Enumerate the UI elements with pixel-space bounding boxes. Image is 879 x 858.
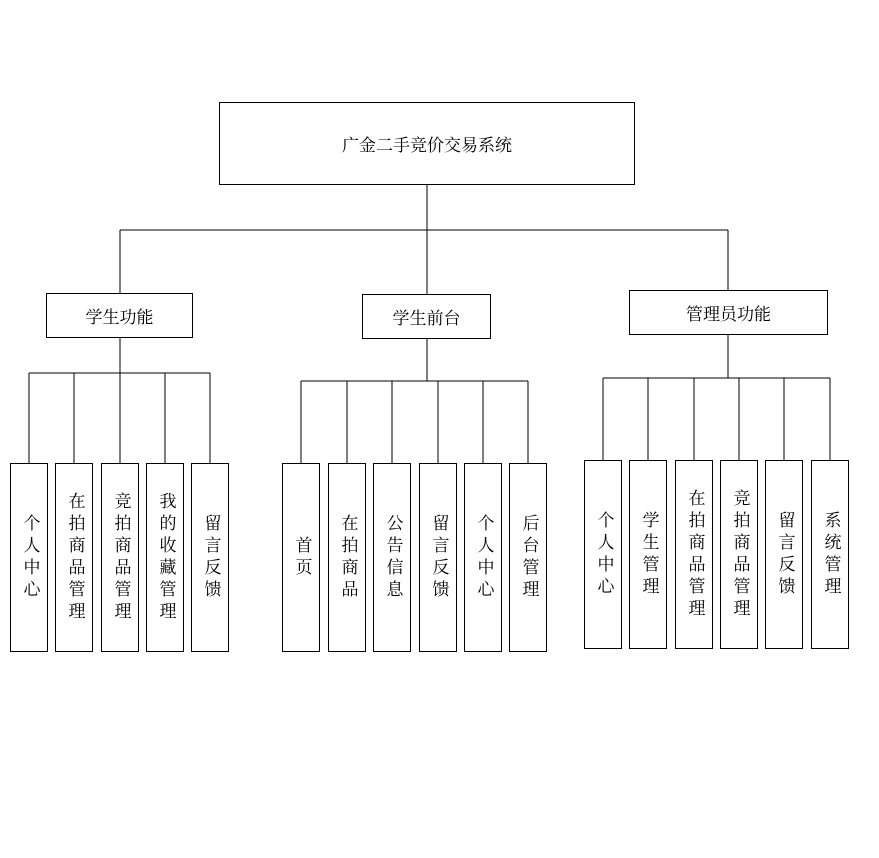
leaf-label: 竞拍商品管理 bbox=[729, 488, 750, 621]
group-node-admin-functions bbox=[629, 290, 828, 335]
leaf-node bbox=[675, 460, 713, 649]
leaf-node bbox=[191, 463, 229, 652]
leaf-label: 留言反馈 bbox=[200, 513, 221, 602]
leaf-node bbox=[10, 463, 48, 652]
leaf-label: 公告信息 bbox=[382, 513, 403, 602]
leaf-node bbox=[584, 460, 622, 649]
leaf-label: 我的收藏管理 bbox=[155, 491, 176, 624]
leaf-label: 在拍商品 bbox=[337, 513, 358, 602]
leaf-label: 系统管理 bbox=[820, 510, 841, 599]
leaf-node bbox=[101, 463, 139, 652]
leaf-label: 留言反馈 bbox=[428, 513, 449, 602]
root-node bbox=[219, 102, 635, 185]
leaf-label: 后台管理 bbox=[518, 513, 539, 602]
leaf-label: 留言反馈 bbox=[774, 510, 795, 599]
leaf-node bbox=[146, 463, 184, 652]
leaf-label: 个人中心 bbox=[19, 513, 40, 602]
leaf-label: 竞拍商品管理 bbox=[110, 491, 131, 624]
leaf-node bbox=[55, 463, 93, 652]
leaf-node bbox=[811, 460, 849, 649]
group-label: 管理员功能 bbox=[686, 305, 771, 325]
leaf-node bbox=[765, 460, 803, 649]
leaf-node bbox=[419, 463, 457, 652]
group-node-student-frontend bbox=[362, 294, 491, 339]
leaf-label: 个人中心 bbox=[473, 513, 494, 602]
group-node-student-functions bbox=[46, 293, 193, 338]
leaf-node bbox=[328, 463, 366, 652]
leaf-label: 在拍商品管理 bbox=[684, 488, 705, 621]
leaf-node bbox=[282, 463, 320, 652]
root-title: 广金二手竞价交易系统 bbox=[342, 136, 512, 156]
leaf-label: 在拍商品管理 bbox=[64, 491, 85, 624]
group-label: 学生前台 bbox=[392, 309, 461, 329]
leaf-node bbox=[509, 463, 547, 652]
group-label: 学生功能 bbox=[85, 308, 154, 328]
leaf-label: 首页 bbox=[291, 535, 312, 580]
leaf-label: 个人中心 bbox=[593, 510, 614, 599]
leaf-node bbox=[720, 460, 758, 649]
leaf-node bbox=[629, 460, 667, 649]
leaf-node bbox=[373, 463, 411, 652]
leaf-label: 学生管理 bbox=[638, 510, 659, 599]
leaf-node bbox=[464, 463, 502, 652]
